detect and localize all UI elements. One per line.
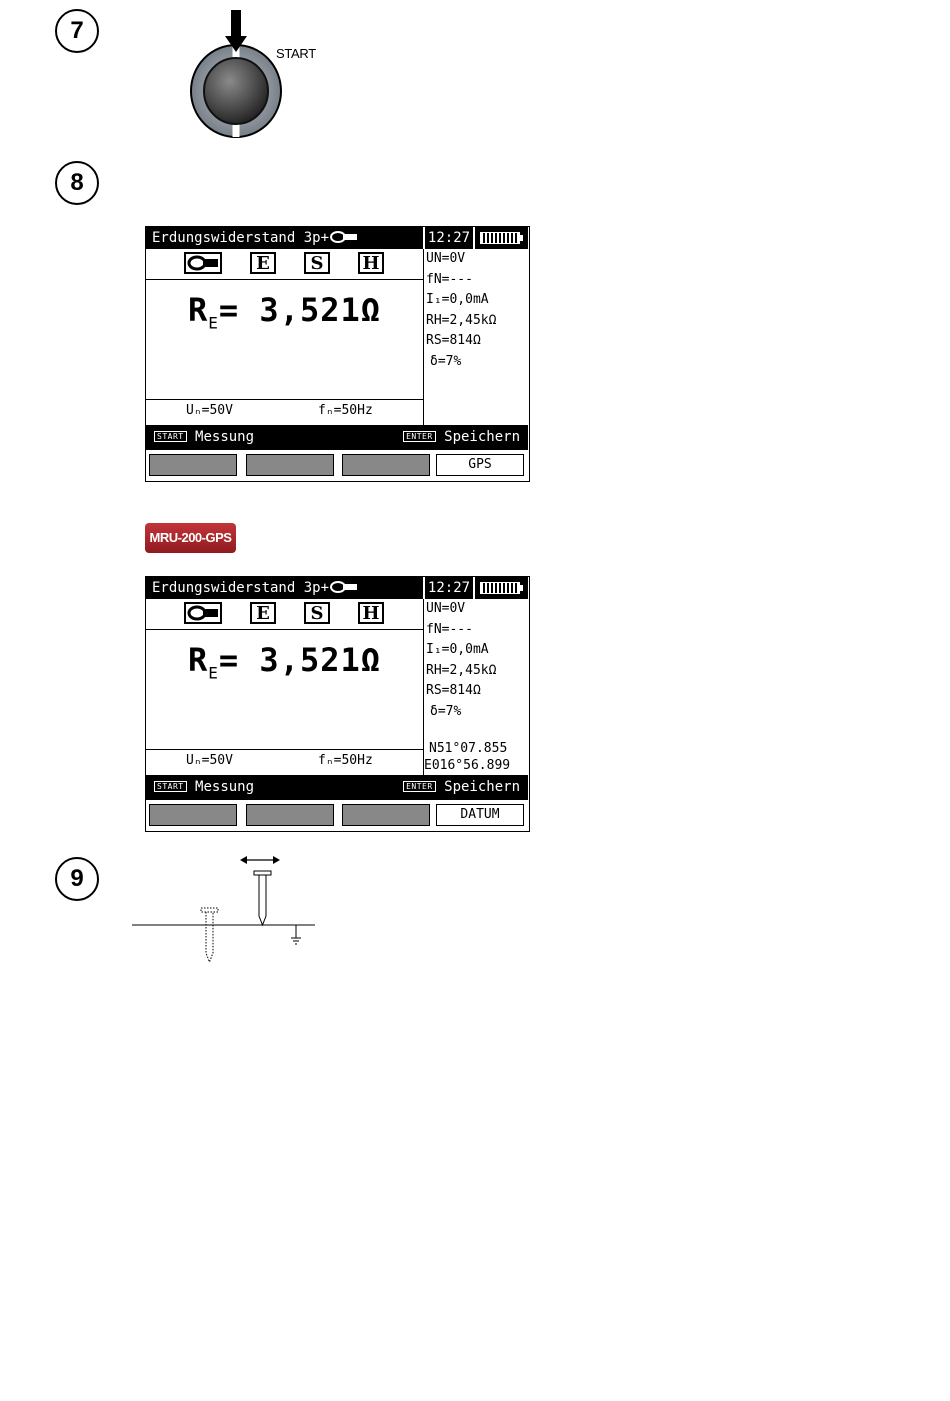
softkey-2[interactable] [246,454,334,476]
nominal-voltage: Uₙ=50V [186,753,233,768]
start-label: START [276,46,316,61]
mode-h-icon: H [358,602,384,624]
enter-action-label: Speichern [444,779,520,795]
probe-diagram [130,850,320,970]
clamp-icon [329,580,359,594]
probe-rod-icon [254,871,271,925]
mode-e-icon: E [250,252,276,274]
param-fn: fN=--- [426,621,473,637]
battery-icon [475,227,528,249]
nominal-values-row [146,399,423,424]
param-delta: δ=7% [430,703,462,719]
nominal-frequency: fₙ=50Hz [318,753,373,768]
gps-softkey[interactable]: GPS [436,454,524,476]
nominal-values-row [146,749,423,774]
mode-h-icon: H [358,252,384,274]
param-un: UN=0V [426,601,466,616]
battery-icon [475,577,528,599]
side-parameters [426,249,526,372]
mode-s-icon: S [304,252,330,274]
softkey-row [146,800,528,830]
clamp-mode-icon [184,602,222,624]
action-bar [146,425,528,450]
start-action-label: Messung [195,429,255,445]
clock: 12:27 [425,227,473,249]
start-key-icon: START [154,431,187,442]
param-i1: I₁=0,0mA [426,642,489,657]
step-number-8: 8 [55,161,99,205]
model-badge: MRU-200-GPS [145,523,236,553]
nominal-voltage: Uₙ=50V [186,403,233,418]
softkey-2[interactable] [246,804,334,826]
clamp-icon [329,230,359,244]
param-rh: RH=2,45kΩ [426,662,497,678]
softkey-3[interactable] [342,454,430,476]
param-un: UN=0V [426,251,466,266]
mode-s-icon: S [304,602,330,624]
gps-latitude: N51°07.855 [429,741,508,756]
clock: 12:27 [425,577,473,599]
resistance-reading: $R_E= 3,521\Omega$ [187,291,382,333]
param-i1: I₁=0,0mA [426,292,489,307]
enter-key-icon: ENTER [403,781,436,792]
action-bar [146,775,528,800]
meter-screen-1 [145,226,530,482]
mode-icon-row [146,249,423,280]
gps-longitude: E016°56.899 [424,758,511,773]
resistance-reading: $R_E= 3,521\Omega$ [187,641,382,683]
softkey-3[interactable] [342,804,430,826]
datum-softkey[interactable]: DATUM [436,804,524,826]
screen-title: Erdungswiderstand 3p+ [146,577,423,599]
step-number-9: 9 [55,857,99,901]
param-rs: RS=814Ω [426,333,481,348]
start-action-label: Messung [195,779,255,795]
param-delta: δ=7% [430,353,462,369]
enter-action-label: Speichern [444,429,520,445]
clamp-mode-icon [184,252,222,274]
softkey-1[interactable] [149,804,237,826]
param-fn: fN=--- [426,271,473,287]
step-number-7: 7 [55,9,99,53]
softkey-row [146,450,528,480]
softkey-1[interactable] [149,454,237,476]
enter-key-icon: ENTER [403,431,436,442]
mode-icon-row [146,599,423,630]
earthed-probe-dotted-icon [201,908,218,962]
screen-title: Erdungswiderstand 3p+ [146,227,423,249]
param-rh: RH=2,45kΩ [426,312,497,328]
mode-e-icon: E [250,602,276,624]
param-rs: RS=814Ω [426,683,481,698]
ground-symbol-icon [291,925,301,944]
start-key-icon: START [154,781,187,792]
meter-screen-2 [145,576,530,832]
nominal-frequency: fₙ=50Hz [318,403,373,418]
start-button-illustration [185,8,290,138]
double-arrow-icon [240,856,280,864]
side-parameters [426,599,526,722]
